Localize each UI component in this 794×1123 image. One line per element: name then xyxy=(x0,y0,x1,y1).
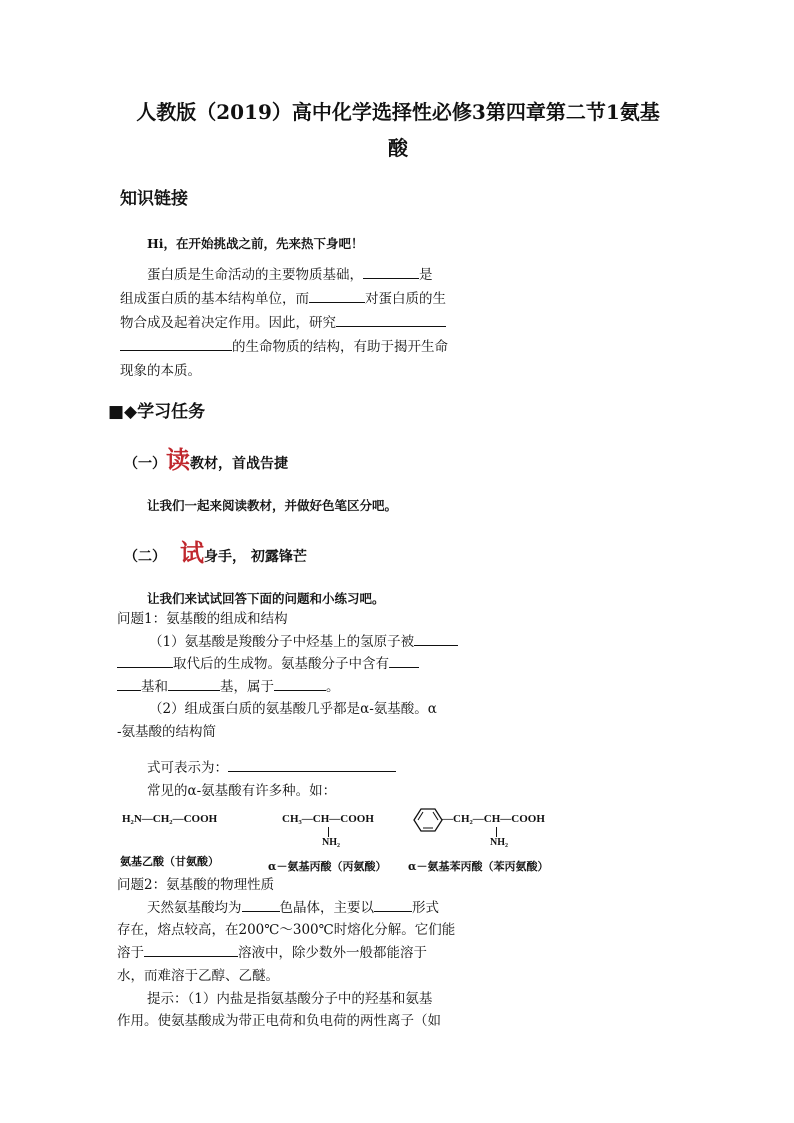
blank[interactable] xyxy=(336,312,446,327)
question-1-title: 问题1：氨基酸的组成和结构 xyxy=(117,611,288,627)
document-title xyxy=(118,94,678,166)
phenylalanine-formula: —CH₂—CH—COOH xyxy=(442,813,545,825)
title-line-2: 酸 xyxy=(388,136,408,160)
blank[interactable] xyxy=(389,653,419,668)
blank[interactable] xyxy=(168,676,220,691)
glycine-caption: 氨基乙酸（甘氨酸） xyxy=(120,855,219,868)
knowledge-paragraph: 蛋白质是生命活动的主要物质基础， 是 组成蛋白质的基本结构单位，而 对蛋白质的生 物合成及起着决定作用。因此，研究 的生命物质的结构，有助于揭开生命 现象的本质。 xyxy=(120,263,460,383)
glycine-formula: H₂N—CH₂—COOH xyxy=(122,813,218,825)
knowledge-link-heading: 知识链接 xyxy=(120,189,188,209)
learning-tasks-heading: ■◆学习任务 xyxy=(108,402,206,422)
bond-line xyxy=(496,827,497,837)
section-1-heading: （一）读教材，首战告捷 xyxy=(124,445,288,474)
section-2-heading: （二） 试身手， 初露锋芒 xyxy=(124,538,307,567)
alanine-formula: CH₃—CH—COOH xyxy=(282,813,374,825)
title-line-1: 人教版（2019）高中化学选择性必修3第四章第二节1氨基 xyxy=(136,100,660,124)
alanine-nh2: NH₂ xyxy=(322,837,340,848)
section-2-desc: 让我们来试试回答下面的问题和小练习吧。 xyxy=(147,591,385,606)
blank[interactable] xyxy=(414,631,458,646)
blank[interactable] xyxy=(363,264,419,279)
blank[interactable] xyxy=(117,653,173,668)
bond-line xyxy=(328,827,329,837)
blank[interactable] xyxy=(242,897,280,912)
blank[interactable] xyxy=(374,897,412,912)
question-2-title: 问题2：氨基酸的物理性质 xyxy=(117,877,275,893)
warmup-text: Hi，在开始挑战之前，先来热下身吧！ xyxy=(147,236,364,251)
alanine-caption: α－氨基丙酸（丙氨酸） xyxy=(268,860,387,873)
phenylalanine-caption: α－氨基苯丙酸（苯丙氨酸） xyxy=(408,860,549,873)
question-2: 问题2：氨基酸的物理性质 天然氨基酸均为 色晶体，主要以 形式 存在，熔点较高，在200℃～300℃时熔化分解。它们能 溶于 溶液中，除少数外一般都能溶于 水，而难溶于乙醇、乙醚。 提示：（1）内盐是指氨基酸分子中的羟基和氨基 作用。使氨基酸成为带正电荷和负电荷的两性离子（如 xyxy=(117,874,462,1033)
amino-acid-structures-figure xyxy=(118,803,558,873)
blank[interactable] xyxy=(117,676,141,691)
blank[interactable] xyxy=(228,757,396,772)
blank[interactable] xyxy=(274,676,326,691)
blank[interactable] xyxy=(120,336,232,351)
blank[interactable] xyxy=(144,942,238,957)
section-1-desc: 让我们一起来阅读教材，并做好色笔区分吧。 xyxy=(147,498,398,513)
phenylalanine-nh2: NH₂ xyxy=(490,837,508,848)
question-1: 问题1：氨基酸的组成和结构 （1）氨基酸是羧酸分子中烃基上的氢原子被 取代后的生成物。氨基酸分子中含有 基和 基，属于 。 （2）组成蛋白质的氨基酸几乎都是α-氨基酸。α -氨基酸的结构简 式可表示为： 常见的α-氨基酸有许多种。如： xyxy=(117,608,462,802)
blank[interactable] xyxy=(309,288,365,303)
